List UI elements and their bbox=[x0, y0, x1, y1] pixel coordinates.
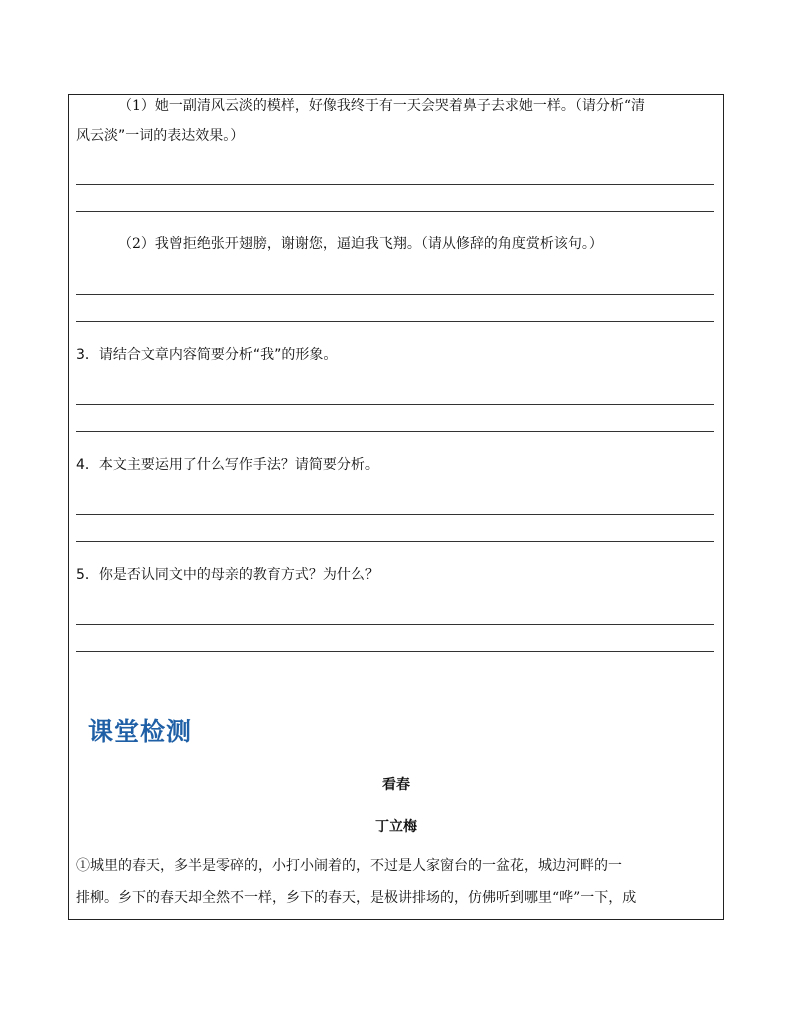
article-paragraph-line: 排柳。乡下的春天却全然不一样，乡下的春天，是极讲排场的，仿佛听到哪里“哗”一下，成 bbox=[76, 890, 637, 906]
question-2-1-line2: 风云淡”一词的表达效果。） bbox=[76, 128, 245, 144]
article-author: 丁立梅 bbox=[375, 819, 417, 835]
answer-line[interactable] bbox=[76, 514, 714, 515]
answer-line[interactable] bbox=[76, 294, 714, 295]
answer-line[interactable] bbox=[76, 404, 714, 405]
answer-line[interactable] bbox=[76, 184, 714, 185]
article-paragraph-line: ①城里的春天，多半是零碎的，小打小闹着的，不过是人家窗台的一盆花，城边河畔的一 bbox=[76, 858, 622, 874]
question-3: 3．请结合文章内容简要分析“我”的形象。 bbox=[76, 347, 338, 363]
article-title: 看春 bbox=[382, 777, 410, 793]
answer-line[interactable] bbox=[76, 651, 714, 652]
answer-line[interactable] bbox=[76, 321, 714, 322]
section-title: 课堂检测 bbox=[88, 717, 193, 746]
worksheet-frame bbox=[68, 94, 724, 920]
answer-line[interactable] bbox=[76, 541, 714, 542]
question-2-1-line1: （1）她一副清风云淡的模样，好像我终于有一天会哭着鼻子去求她一样。（请分析“清 bbox=[118, 98, 646, 114]
answer-line[interactable] bbox=[76, 431, 714, 432]
answer-line[interactable] bbox=[76, 624, 714, 625]
question-2-2: （2）我曾拒绝张开翅膀，谢谢您，逼迫我飞翔。（请从修辞的角度赏析该句。） bbox=[118, 236, 603, 252]
answer-line[interactable] bbox=[76, 211, 714, 212]
question-5: 5．你是否认同文中的母亲的教育方式？为什么？ bbox=[76, 567, 379, 583]
question-4: 4．本文主要运用了什么写作手法？请简要分析。 bbox=[76, 457, 379, 473]
